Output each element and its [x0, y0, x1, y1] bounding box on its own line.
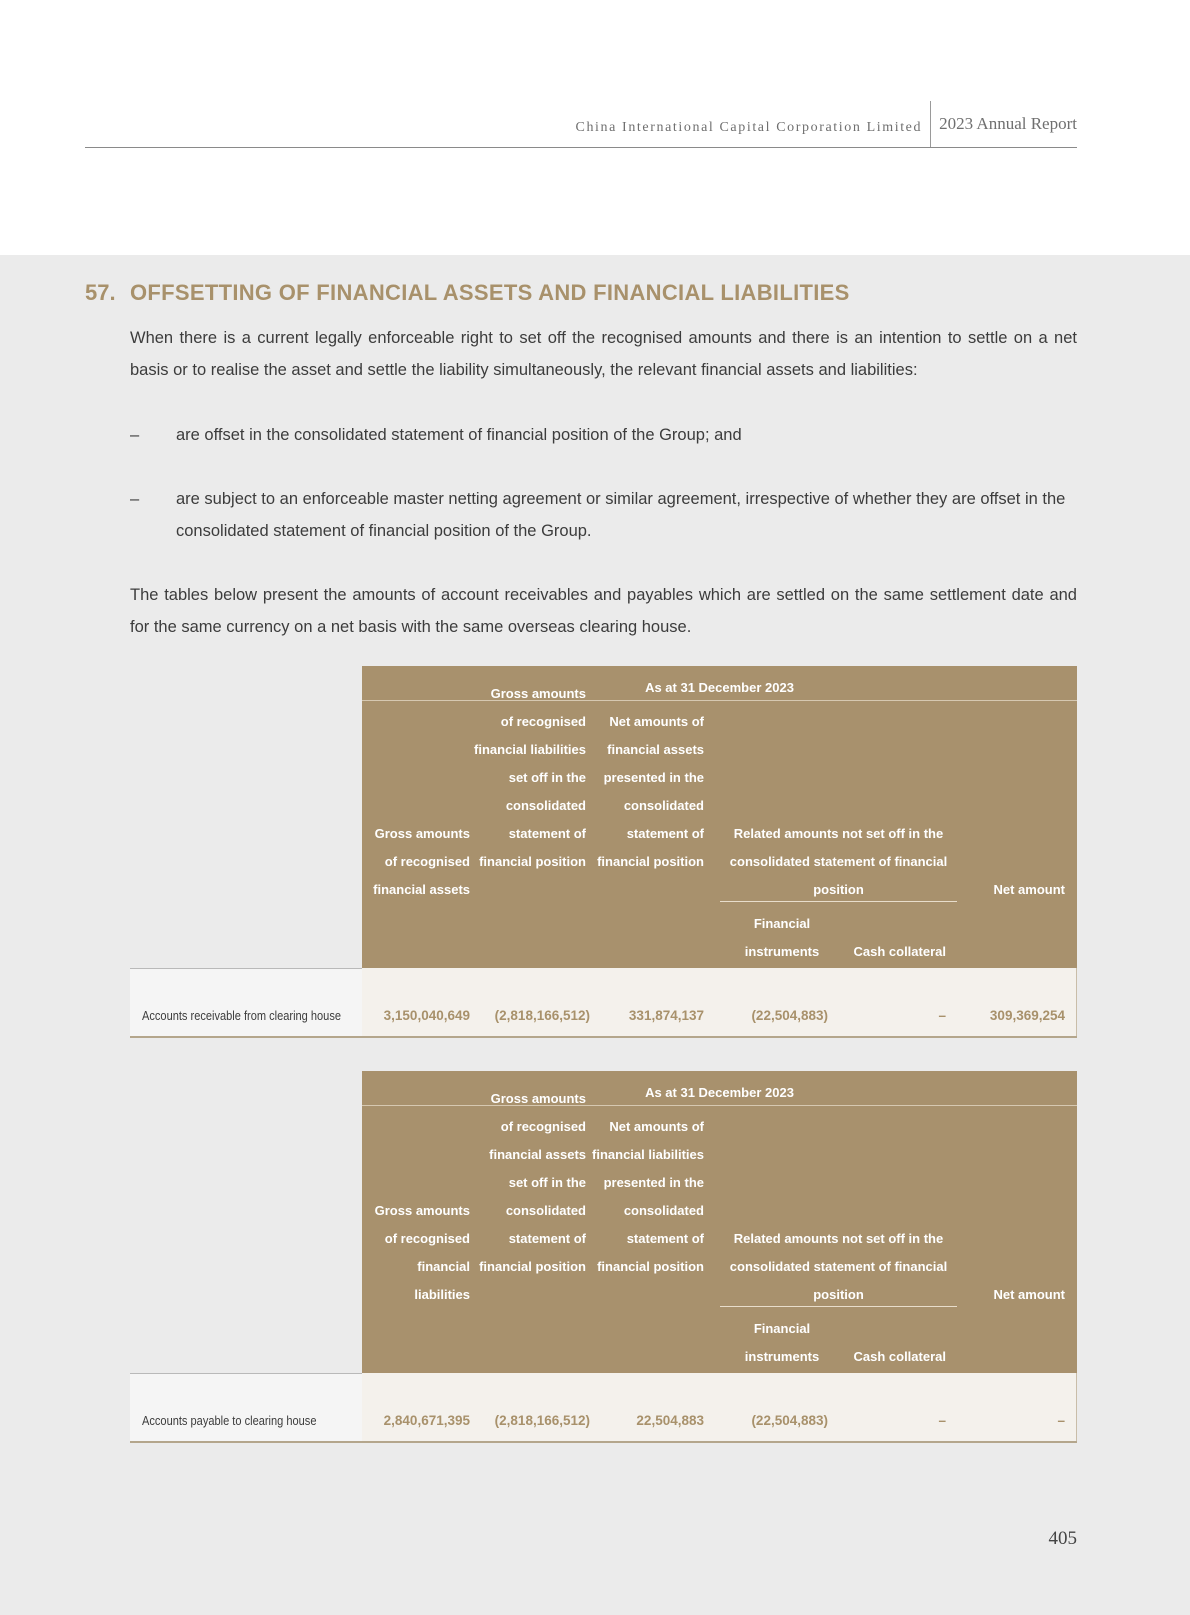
header-cash-collateral: Cash collateral: [853, 1349, 946, 1364]
value-net-presented: 22,504,883: [636, 1413, 704, 1428]
header-net-amount: Net amount: [993, 1287, 1065, 1302]
value-net-amount: –: [1057, 1413, 1065, 1428]
value-set-off: (2,818,166,512): [494, 1413, 590, 1428]
header-financial-instruments: Financial instruments: [744, 916, 820, 959]
value-set-off: (2,818,166,512): [494, 1008, 590, 1023]
bullet-item: are subject to an enforceable master netting agreement or similar agreement, irrespective of whether they are offset in the consolidated statement of financial position of the Group.: [176, 490, 1066, 540]
value-cash-collateral: –: [938, 1008, 946, 1023]
header-rule: [85, 147, 1077, 148]
table-bottom-rule: [130, 1441, 1077, 1443]
running-header: [576, 101, 1077, 147]
value-gross: 2,840,671,395: [383, 1413, 470, 1428]
bullet-dash: –: [130, 426, 140, 444]
row-label: Accounts receivable from clearing house: [142, 1008, 342, 1023]
related-amounts-rule: [720, 901, 957, 902]
row-label-cell: [130, 968, 362, 1037]
related-amounts-rule: [720, 1306, 957, 1307]
table-caption: As at 31 December 2023: [645, 1085, 794, 1100]
value-financial-instruments: (22,504,883): [751, 1413, 828, 1428]
header-net-presented: Net amounts of financial assets presented in the consolidated statement of financial position: [597, 714, 704, 869]
caption-rule: [362, 1105, 1077, 1106]
bullet-dash: –: [130, 490, 140, 508]
bullet-item: are offset in the consolidated statement of financial position of the Group; and: [176, 426, 742, 444]
value-financial-instruments: (22,504,883): [751, 1008, 828, 1023]
report-title: 2023 Annual Report: [939, 114, 1077, 133]
header-financial-instruments: Financial instruments: [744, 1321, 820, 1364]
value-net-presented: 331,874,137: [628, 1008, 704, 1023]
header-set-off-amounts: Gross amounts of recognised financial assets set off in the consolidated statement of financial position: [479, 1091, 586, 1274]
header-set-off-amounts: Gross amounts of recognised financial liabilities set off in the consolidated statement of financial position: [474, 686, 586, 869]
value-gross: 3,150,040,649: [383, 1008, 470, 1023]
row-label: Accounts payable to clearing house: [142, 1413, 317, 1428]
table-header: [362, 1071, 1077, 1373]
header-net-presented: Net amounts of financial liabilities presented in the consolidated statement of financial position: [592, 1119, 704, 1274]
section-title: OFFSETTING OF FINANCIAL ASSETS AND FINANCIAL LIABILITIES: [130, 280, 850, 305]
offsetting-table-payables: [130, 1071, 1077, 1443]
value-cash-collateral: –: [938, 1413, 946, 1428]
table-caption: As at 31 December 2023: [645, 680, 794, 695]
section-number: 57.: [85, 280, 116, 305]
row-values-cell: [362, 1373, 1077, 1441]
value-net-amount: 309,369,254: [989, 1008, 1065, 1023]
header-related-amounts: Related amounts not set off in the consolidated statement of financial position: [729, 826, 948, 897]
table-header: [362, 666, 1077, 968]
header-net-amount: Net amount: [993, 882, 1065, 897]
header-cash-collateral: Cash collateral: [853, 944, 946, 959]
page-number: 405: [1048, 1528, 1077, 1549]
caption-rule: [362, 700, 1077, 701]
company-name: China International Capital Corporation Limited: [575, 119, 923, 135]
page-header-area: [0, 0, 1190, 255]
offsetting-table-receivables: [130, 666, 1077, 1038]
header-gross-amounts: Gross amounts of recognised financial liabilities: [374, 1203, 470, 1302]
closing-paragraph: The tables below present the amounts of account receivables and payables which are settled on the same settlement date and for the same currency on a net basis with the same overseas clearing house.: [130, 586, 1077, 636]
table-bottom-rule: [130, 1036, 1077, 1038]
intro-paragraph: When there is a current legally enforceable right to set off the recognised amounts and there is an intention to settle on a net basis or to realise the asset and settle the liability simultaneously, the relevant financial assets and liabilities:: [130, 329, 1077, 379]
header-gross-amounts: Gross amounts of recognised financial assets: [373, 826, 470, 897]
row-values-cell: [362, 968, 1077, 1036]
row-label-cell: [130, 1373, 362, 1442]
header-related-amounts: Related amounts not set off in the consolidated statement of financial position: [729, 1231, 948, 1302]
